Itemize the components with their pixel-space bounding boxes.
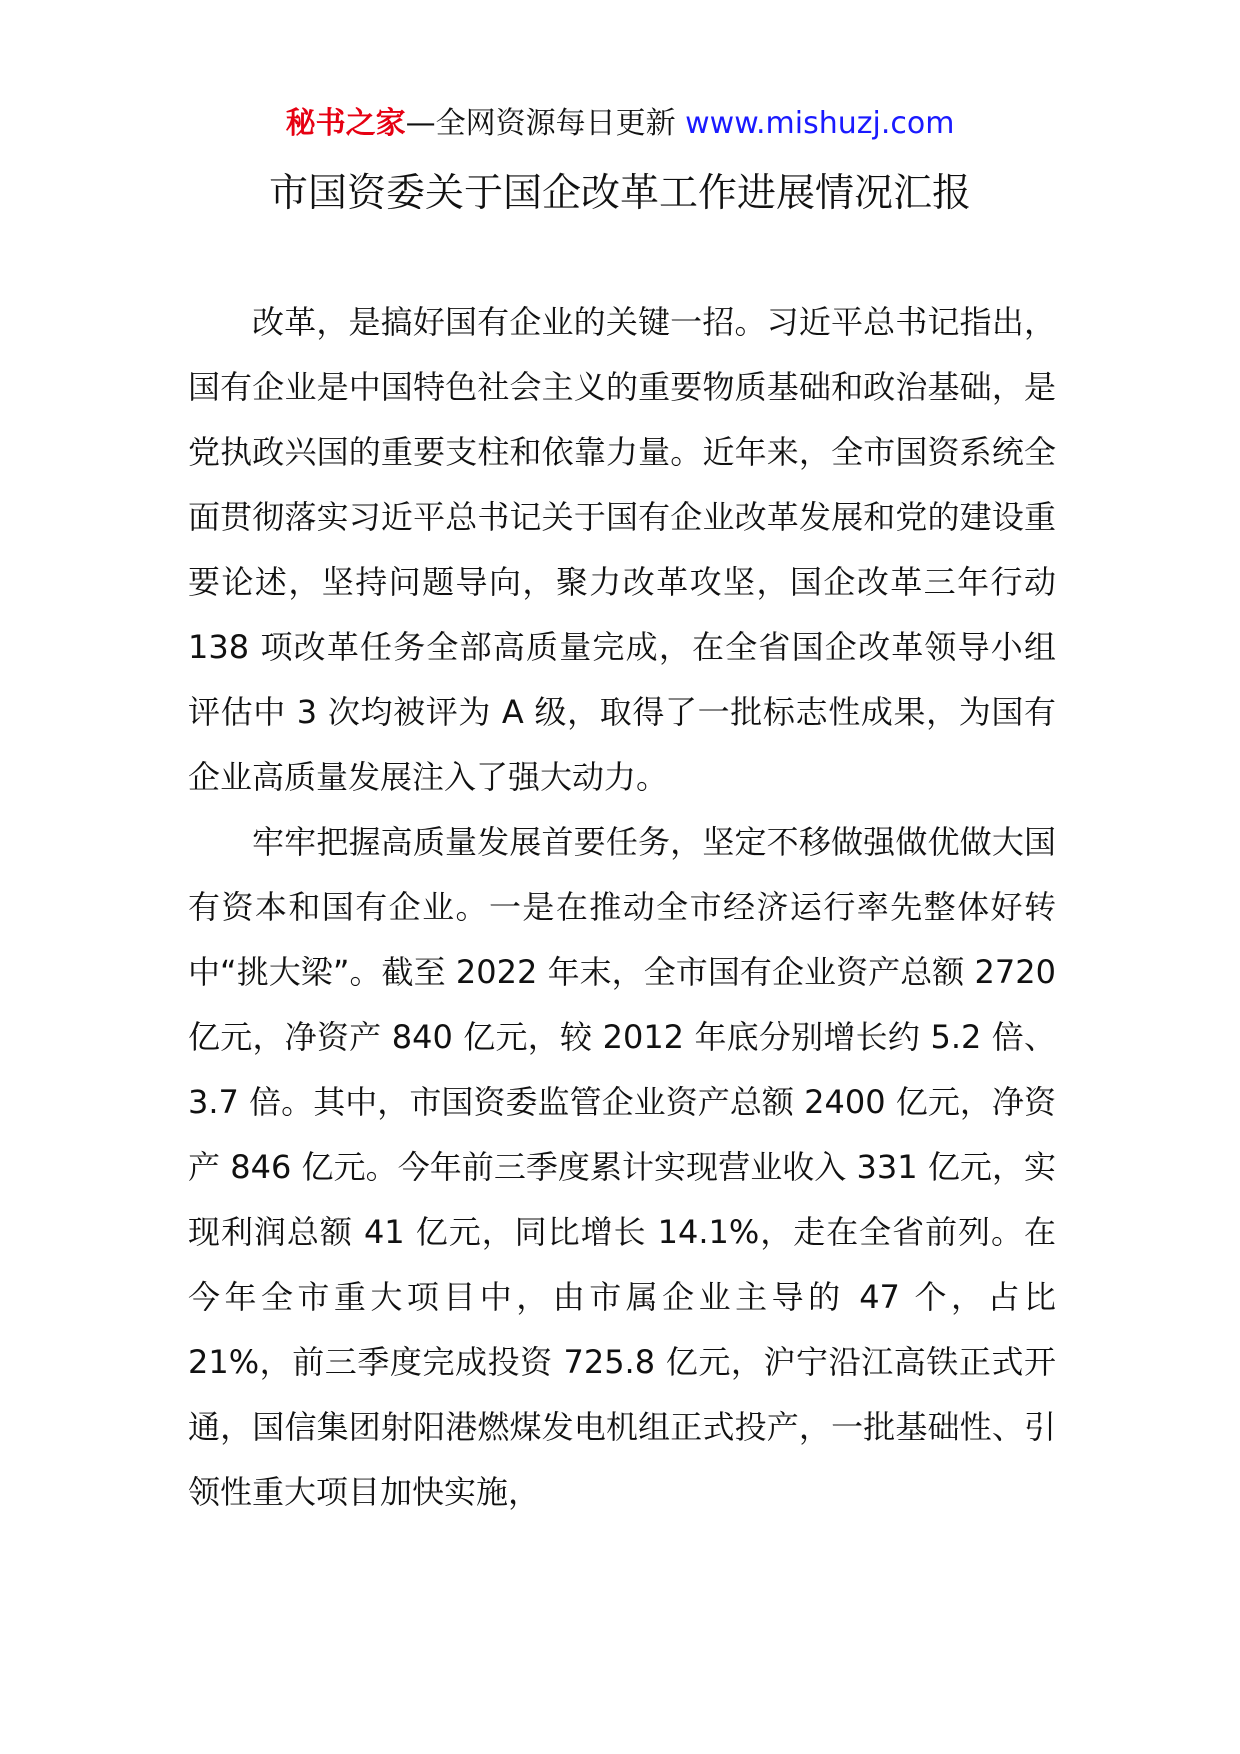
document-body xyxy=(188,290,1056,1525)
paragraph-2: 牢牢把握高质量发展首要任务，坚定不移做强做优做大国有资本和国有企业。一是在推动全市经济运行率先整体好转中“挑大梁”。截至 2022 年末，全市国有企业资产总额 2720 亿元，净资产 840 亿元，较 2012 年底分别增长约 5.2 倍、3.7 倍。其中，市国资委监管企业资产总额 2400 亿元，净资产 846 亿元。今年前三季度累计实现营业收入 331 亿元，实现利润总额 41 亿元，同比增长 14.1%，走在全省前列。在今年全市重大项目中，由市属企业主导的 47 个，占比 21%，前三季度完成投资 725.8 亿元，沪宁沿江高铁正式开通，国信集团射阳港燃煤发电机组正式投产，一批基础性、引领性重大项目加快实施， xyxy=(188,823,1056,1511)
document-title: 市国资委关于国企改革工作进展情况汇报 xyxy=(268,171,971,216)
brand-name: 秘书之家 xyxy=(285,106,406,141)
watermark-header xyxy=(0,102,1240,146)
site-link[interactable]: www.mishuzj.com xyxy=(685,106,955,141)
paragraph-1: 改革，是搞好国有企业的关键一招。习近平总书记指出，国有企业是中国特色社会主义的重要物质基础和政治基础，是党执政兴国的重要支柱和依靠力量。近年来，全市国资系统全面贯彻落实习近平总书记关于国有企业改革发展和党的建设重要论述，坚持问题导向，聚力改革攻坚，国企改革三年行动 138 项改革任务全部高质量完成，在全省国企改革领导小组评估中 3 次均被评为 A 级，取得了一批标志性成果，为国有企业高质量发展注入了强大动力。 xyxy=(188,303,1056,796)
brand-slogan: —全网资源每日更新 xyxy=(405,106,676,141)
